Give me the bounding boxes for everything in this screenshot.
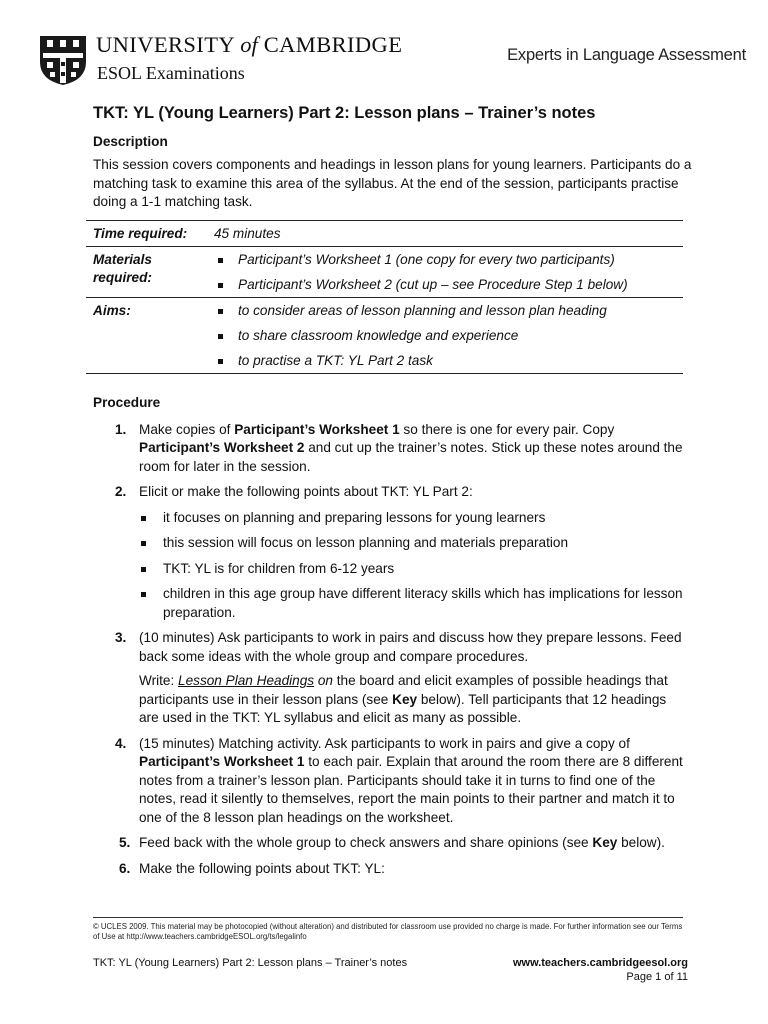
bullet-square-icon xyxy=(218,359,223,364)
university-crest-icon xyxy=(38,34,88,86)
header-tagline: Experts in Language Assessment xyxy=(507,46,746,64)
aims-label: Aims: xyxy=(93,303,131,318)
bullet-square-icon xyxy=(218,309,223,314)
step-text: (15 minutes) Matching activity. Ask participants to work in pairs and give a copy of Participant’s Worksheet 1 to each pair. Explain that around the room there are 8 different notes from a trainer’s lesson plan. Participants should take it in turns to find one of the notes, read it silently to themselves, report the main points to their partner and match it to one of the 8 lesson plan headings on the worksheet. xyxy=(139,735,683,825)
bullet-item: TKT: YL is for children from 6-12 years xyxy=(139,560,683,579)
footer-website-link[interactable]: www.teachers.cambridgeesol.org xyxy=(512,957,688,969)
materials-values xyxy=(214,251,683,294)
bullet-square-icon xyxy=(141,592,146,597)
copyright-notice: © UCLES 2009. This material may be photocopied (without alteration) and distributed for classroom use provided no charge is made. For further information see our Terms of Use at http://www.teachers.cambridgeESOL.org/ts/legalinfo xyxy=(93,922,683,941)
bullet-square-icon xyxy=(218,283,223,288)
materials-row xyxy=(86,246,683,297)
aims-values xyxy=(214,302,683,370)
procedure-step-6 xyxy=(93,860,683,879)
procedure-step-3 xyxy=(93,629,683,728)
bullet-item: this session will focus on lesson planning and materials preparation xyxy=(139,534,683,553)
bullet-square-icon xyxy=(141,516,146,521)
footer-divider xyxy=(93,917,683,918)
document-title: TKT: YL (Young Learners) Part 2: Lesson plans – Trainer’s notes xyxy=(93,104,596,122)
step-text: Feed back with the whole group to check answers and share opinions (see Key below). xyxy=(139,835,665,850)
description-heading: Description xyxy=(93,134,168,149)
step-2-bullets xyxy=(139,509,683,623)
step-number: 4. xyxy=(115,735,127,751)
aims-row xyxy=(86,297,683,374)
bullet-item: children in this age group have different literacy skills which has implications for lesson preparation. xyxy=(139,585,683,622)
materials-item: Participant’s Worksheet 2 (cut up – see Procedure Step 1 below) xyxy=(214,276,683,294)
step-number: 6. xyxy=(119,860,131,876)
procedure-step-4 xyxy=(93,735,683,828)
time-label: Time required: xyxy=(93,226,188,241)
session-info-table xyxy=(86,220,683,374)
step-number: 3. xyxy=(115,630,127,645)
aims-item: to consider areas of lesson planning and lesson plan heading xyxy=(214,302,683,320)
materials-item: Participant’s Worksheet 1 (one copy for every two participants) xyxy=(214,251,683,269)
time-row xyxy=(86,220,683,246)
aims-item: to share classroom knowledge and experience xyxy=(214,327,683,345)
time-value: 45 minutes xyxy=(214,226,281,241)
esol-examinations: ESOL Examinations xyxy=(97,63,245,83)
bullet-square-icon xyxy=(218,334,223,339)
bullet-square-icon xyxy=(141,567,146,572)
bullet-item: it focuses on planning and preparing lessons for young learners xyxy=(139,509,683,528)
step-text: Make copies of Participant’s Worksheet 1 so there is one for every pair. Copy Participant’s Worksheet 2 and cut up the trainer’s notes. Stick up these notes around the room for later in the session. xyxy=(139,421,683,474)
step-text: Make the following points about TKT: YL: xyxy=(139,860,385,876)
procedure-heading: Procedure xyxy=(93,395,161,410)
step-number: 5. xyxy=(119,835,131,850)
bullet-square-icon xyxy=(218,258,223,263)
step-text: Write: Lesson Plan Headings on the board and elicit examples of possible headings that participants use in their lesson plans (see Key below). Tell participants that 12 headings are used in the TKT: YL syllabus and elicit as many as possible. xyxy=(139,673,668,725)
procedure-step-2 xyxy=(93,483,683,622)
footer-document-title: TKT: YL (Young Learners) Part 2: Lesson plans – Trainer’s notes xyxy=(93,957,408,969)
procedure-step-5 xyxy=(93,834,683,853)
page-number: Page 1 of 11 xyxy=(626,971,688,983)
university-name: UNIVERSITY of CAMBRIDGE xyxy=(96,32,403,57)
time-values xyxy=(214,225,683,243)
aims-item: to practise a TKT: YL Part 2 task xyxy=(214,352,683,370)
procedure-section xyxy=(93,394,683,885)
step-text: (10 minutes) Ask participants to work in pairs and discuss how they prepare lessons. Feed back some ideas with the whole group and compare procedures. xyxy=(139,630,682,664)
materials-label: Materials required: xyxy=(93,252,152,285)
description-text: This session covers components and headings in lesson plans for young learners. Participants do a matching task to examine this area of the syllabus. At the end of the session, participants practise doing a 1-1 matching task. xyxy=(93,157,692,209)
step-number: 2. xyxy=(115,484,127,499)
step-number: 1. xyxy=(115,421,127,437)
page-header xyxy=(34,28,746,94)
procedure-step-1 xyxy=(93,421,683,477)
bullet-square-icon xyxy=(141,541,146,546)
step-text: Elicit or make the following points about TKT: YL Part 2: xyxy=(139,484,473,499)
